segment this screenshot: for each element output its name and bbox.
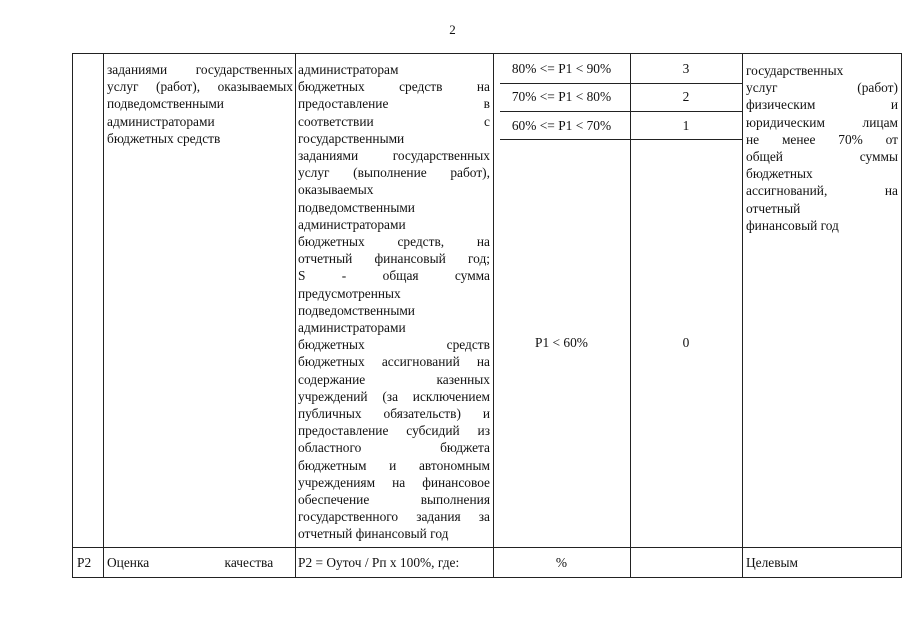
row2-code: P2: [77, 555, 92, 570]
row2-name-text: Оценка качества: [107, 555, 274, 570]
col6-line: государственных: [746, 63, 844, 78]
col2-line: услуг (работ), оказываемых: [107, 79, 293, 95]
col-divider-5: [742, 53, 743, 578]
target-value-cell: [746, 62, 898, 234]
col3-line: бюджетных средств на: [298, 79, 490, 95]
col3-line: государственного задания за: [298, 509, 490, 525]
col3-line: предоставление в: [298, 96, 490, 112]
col3-line: публичных обязательств) и: [298, 406, 490, 422]
col2-line: администраторами: [107, 113, 215, 129]
criteria-table: [72, 53, 901, 578]
col3-line: государственными: [298, 130, 405, 146]
col6-line: ассигнований, на: [746, 183, 898, 199]
col2-line: бюджетных средств: [107, 130, 221, 146]
range-condition-1: 80% <= P1 < 90%: [511, 61, 612, 76]
col3-line: областного бюджета: [298, 440, 490, 456]
col6-line: физическим и: [746, 97, 898, 113]
table-border-top: [72, 53, 902, 54]
calculation-description-cell: [298, 61, 490, 543]
col3-line: администраторами: [298, 320, 406, 336]
col3-line: подведомственными: [298, 199, 415, 215]
col2-line: заданиями государственных: [107, 62, 293, 77]
col3-line: администраторам: [298, 62, 399, 77]
col3-line: заданиями государственных: [298, 148, 490, 164]
row2-formula: P2 = Оуточ / Рп х 100%, где:: [298, 555, 460, 570]
col6-line: услуг (работ): [746, 80, 898, 96]
col3-line: услуг (выполнение работ),: [298, 165, 490, 181]
criterion-name-cell: [107, 61, 293, 147]
col-divider-2: [295, 53, 296, 578]
col3-line: содержание казенных: [298, 371, 490, 387]
col6-line: отчетный: [746, 200, 801, 216]
row2-unit: %: [555, 555, 568, 570]
col6-line: общей суммы: [746, 149, 898, 165]
range-score-4: 0: [682, 335, 690, 350]
range-score-2: 2: [682, 89, 690, 104]
range-divider-3: [500, 139, 743, 140]
range-score-3: 1: [682, 118, 690, 133]
col3-line: учреждениям на финансовое: [298, 474, 490, 490]
col6-line: юридическим лицам: [746, 114, 898, 130]
col6-line: не менее 70% от: [746, 131, 898, 147]
col3-line: соответствии с: [298, 113, 490, 129]
range-score-1: 3: [682, 61, 690, 76]
table-border-left: [72, 53, 73, 578]
range-divider-1: [500, 83, 743, 84]
col3-line: учреждений (за исключением: [298, 388, 490, 404]
col6-line: финансовый год: [746, 217, 839, 233]
range-divider-2: [500, 111, 743, 112]
row2-name: [107, 554, 293, 571]
col-divider-1: [103, 53, 104, 578]
col3-line: бюджетных ассигнований на: [298, 354, 490, 370]
col3-line: обеспечение выполнения: [298, 492, 490, 508]
page-number: 2: [449, 22, 456, 37]
range-condition-2: 70% <= P1 < 80%: [511, 89, 612, 104]
col3-line: предусмотренных: [298, 285, 401, 301]
row2-target: Целевым: [746, 555, 799, 570]
table-border-right: [901, 53, 902, 578]
col3-line: отчетный финансовый год: [298, 526, 449, 542]
range-condition-3: 60% <= P1 < 70%: [511, 118, 612, 133]
col3-line: бюджетных средств, на: [298, 234, 490, 250]
col3-line: бюджетным и автономным: [298, 457, 490, 473]
col3-line: отчетный финансовый год;: [298, 251, 490, 267]
col3-line: оказываемых: [298, 182, 374, 198]
col2-line: подведомственными: [107, 96, 224, 112]
row-divider: [72, 547, 902, 548]
col3-line: администраторами: [298, 216, 406, 232]
table-border-bottom: [72, 577, 902, 578]
range-condition-4: P1 < 60%: [535, 335, 588, 350]
col3-line: предоставление субсидий из: [298, 423, 490, 439]
col3-line: подведомственными: [298, 302, 415, 318]
col3-line: S - общая сумма: [298, 268, 490, 284]
col6-line: бюджетных: [746, 166, 813, 182]
col3-line: бюджетных средств: [298, 337, 490, 353]
